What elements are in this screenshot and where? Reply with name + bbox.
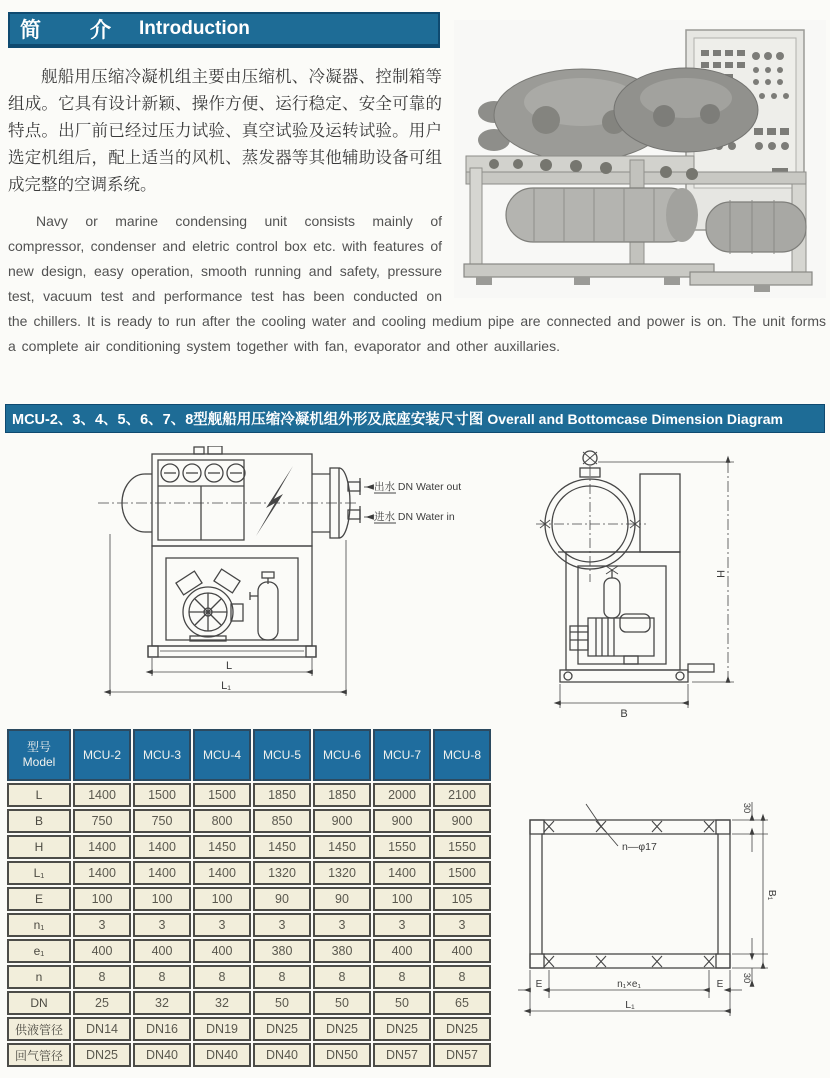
row-label: DN: [7, 991, 71, 1015]
spec-cell: DN40: [133, 1043, 191, 1067]
spec-table-body: [7, 783, 491, 1067]
table-header-row: [7, 729, 491, 781]
spec-cell: 1400: [193, 861, 251, 885]
spec-cell: 1500: [433, 861, 491, 885]
spec-cell: 800: [193, 809, 251, 833]
intro-section: [8, 12, 826, 359]
dim-b1-label: B₁: [766, 889, 778, 901]
base-plan-diagram: [500, 790, 830, 1030]
spec-cell: DN16: [133, 1017, 191, 1041]
spec-cell: 1400: [73, 835, 131, 859]
row-label: L₁: [7, 861, 71, 885]
table-row: [7, 965, 491, 989]
spec-cell: 3: [373, 913, 431, 937]
product-photo: [454, 20, 826, 298]
dim-e-right-label: E: [716, 979, 724, 990]
table-row: [7, 809, 491, 833]
spec-cell: 750: [73, 809, 131, 833]
spec-cell: 8: [73, 965, 131, 989]
model-column-header: MCU-4: [193, 729, 251, 781]
row-label: H: [7, 835, 71, 859]
row-label: n: [7, 965, 71, 989]
dimension-title-en: Overall and Bottomcase Dimension Diagram: [487, 410, 783, 427]
intro-paragraph-en: Navy or marine condensing unit consists mainly of compressor, condenser and eletric control box etc. with features of new design, easy operation, smooth running and safety, pressure test, vacuum test and performance test has been conducted on the chillers. It is ready to run after the cooling water and cooling medium pipe are connected and power is on. The unit forms a complete air conditioning system together with fan, evaporator and other auxillaries.: [8, 213, 826, 354]
spec-cell: DN25: [373, 1017, 431, 1041]
dim-30-bottom-label: 30: [741, 972, 752, 984]
spec-cell: 100: [193, 887, 251, 911]
spec-cell: 1400: [133, 861, 191, 885]
spec-cell: 1850: [253, 783, 311, 807]
spec-cell: 850: [253, 809, 311, 833]
spec-cell: 3: [193, 913, 251, 937]
dim-h-label: H: [714, 570, 726, 578]
spec-cell: 400: [133, 939, 191, 963]
row-label: E: [7, 887, 71, 911]
spec-cell: 3: [433, 913, 491, 937]
table-row: [7, 861, 491, 885]
row-label: n₁: [7, 913, 71, 937]
spec-cell: DN25: [73, 1043, 131, 1067]
spec-cell: 1450: [313, 835, 371, 859]
spec-cell: 100: [73, 887, 131, 911]
spec-table: [5, 727, 493, 1069]
spec-cell: 1400: [373, 861, 431, 885]
spec-cell: 750: [133, 809, 191, 833]
water-in-label: 进水 DN Water in: [374, 511, 455, 523]
dim-l-label: L: [225, 660, 233, 672]
spec-cell: 1450: [253, 835, 311, 859]
dim-b-label: B: [620, 708, 628, 718]
model-header-cell: [7, 729, 71, 781]
spec-cell: 105: [433, 887, 491, 911]
row-label: 回气管径: [7, 1043, 71, 1067]
spec-cell: 32: [193, 991, 251, 1015]
spec-cell: 1500: [193, 783, 251, 807]
spec-cell: 400: [373, 939, 431, 963]
spec-cell: 25: [73, 991, 131, 1015]
spec-cell: 65: [433, 991, 491, 1015]
spec-cell: 1550: [433, 835, 491, 859]
spec-cell: DN25: [433, 1017, 491, 1041]
spec-cell: DN40: [193, 1043, 251, 1067]
spec-cell: 32: [133, 991, 191, 1015]
side-view-diagram: [528, 446, 763, 718]
row-label: L: [7, 783, 71, 807]
table-row: [7, 887, 491, 911]
table-row: [7, 783, 491, 807]
model-header-zh: 型号: [26, 740, 51, 754]
spec-cell: 1500: [133, 783, 191, 807]
water-labels: [364, 480, 461, 523]
model-column-header: MCU-6: [313, 729, 371, 781]
front-view-diagram: [90, 446, 490, 718]
spec-cell: 400: [73, 939, 131, 963]
water-out-label: 出水 DN Water out: [374, 481, 462, 493]
table-row: [7, 1043, 491, 1067]
spec-cell: DN14: [73, 1017, 131, 1041]
spec-cell: 1400: [73, 861, 131, 885]
spec-cell: DN50: [313, 1043, 371, 1067]
spec-cell: 1320: [313, 861, 371, 885]
spec-cell: 50: [253, 991, 311, 1015]
spec-cell: 1450: [193, 835, 251, 859]
spec-cell: 2100: [433, 783, 491, 807]
intro-paragraph-zh: 舰船用压缩冷凝机组主要由压缩机、冷凝器、控制箱等组成。它具有设计新颖、操作方便、运行稳定、安全可靠的特点。出厂前已经过压力试验、真空试验及运转试验。用户选定机组后，配上适当的风机、蒸发器等其他辅助设备可组成完整的空调系统。: [8, 68, 442, 194]
row-label: e₁: [7, 939, 71, 963]
spec-cell: DN57: [373, 1043, 431, 1067]
spec-cell: 50: [373, 991, 431, 1015]
spec-cell: 3: [73, 913, 131, 937]
dimension-title-zh: MCU-2、3、4、5、6、7、8型舰船用压缩冷凝机组外形及底座安装尺寸图: [12, 412, 484, 428]
spec-cell: 380: [253, 939, 311, 963]
intro-banner: [8, 12, 440, 48]
table-row: [7, 1017, 491, 1041]
spec-cell: DN19: [193, 1017, 251, 1041]
base-dim-l1-label: L₁: [625, 999, 635, 1011]
spec-cell: 3: [313, 913, 371, 937]
intro-title-en: Introduction: [139, 18, 250, 39]
table-row: [7, 835, 491, 859]
spec-cell: 3: [133, 913, 191, 937]
table-row: [7, 991, 491, 1015]
spec-cell: 2000: [373, 783, 431, 807]
spec-cell: 8: [193, 965, 251, 989]
row-label: 供液管径: [7, 1017, 71, 1041]
spec-cell: 1400: [73, 783, 131, 807]
spec-cell: 400: [193, 939, 251, 963]
model-header-en: Model: [22, 755, 56, 769]
intro-title-zh: 简 介: [20, 19, 125, 42]
spec-cell: 8: [373, 965, 431, 989]
spec-cell: 100: [373, 887, 431, 911]
spec-cell: 1320: [253, 861, 311, 885]
dim-e-left-label: E: [535, 979, 543, 990]
model-column-header: MCU-5: [253, 729, 311, 781]
base-holes-label: n—φ17: [622, 841, 657, 853]
spec-cell: 90: [313, 887, 371, 911]
spec-cell: 1400: [133, 835, 191, 859]
spec-cell: 900: [313, 809, 371, 833]
table-row: [7, 913, 491, 937]
dim-spacing-label: n₁×e₁: [617, 979, 641, 990]
spec-cell: 50: [313, 991, 371, 1015]
spec-cell: 8: [433, 965, 491, 989]
dim-l1-label: L₁: [221, 680, 231, 692]
spec-cell: 400: [433, 939, 491, 963]
spec-cell: DN40: [253, 1043, 311, 1067]
spec-cell: DN57: [433, 1043, 491, 1067]
spec-cell: DN25: [313, 1017, 371, 1041]
dimension-banner: [5, 404, 825, 433]
table-row: [7, 939, 491, 963]
spec-cell: 900: [433, 809, 491, 833]
spec-cell: 380: [313, 939, 371, 963]
spec-cell: 90: [253, 887, 311, 911]
spec-cell: 900: [373, 809, 431, 833]
model-column-header: MCU-3: [133, 729, 191, 781]
spec-cell: 1550: [373, 835, 431, 859]
spec-cell: 1850: [313, 783, 371, 807]
spec-cell: 3: [253, 913, 311, 937]
row-label: B: [7, 809, 71, 833]
model-column-header: MCU-8: [433, 729, 491, 781]
spec-cell: 8: [133, 965, 191, 989]
model-column-header: MCU-7: [373, 729, 431, 781]
compressors-graphic: [478, 68, 758, 161]
dim-30-top-label: 30: [741, 802, 752, 814]
spec-cell: 8: [253, 965, 311, 989]
condensing-unit-photo-illustration: [454, 20, 826, 298]
spec-cell: DN25: [253, 1017, 311, 1041]
spec-cell: 8: [313, 965, 371, 989]
model-column-header: MCU-2: [73, 729, 131, 781]
spec-cell: 100: [133, 887, 191, 911]
